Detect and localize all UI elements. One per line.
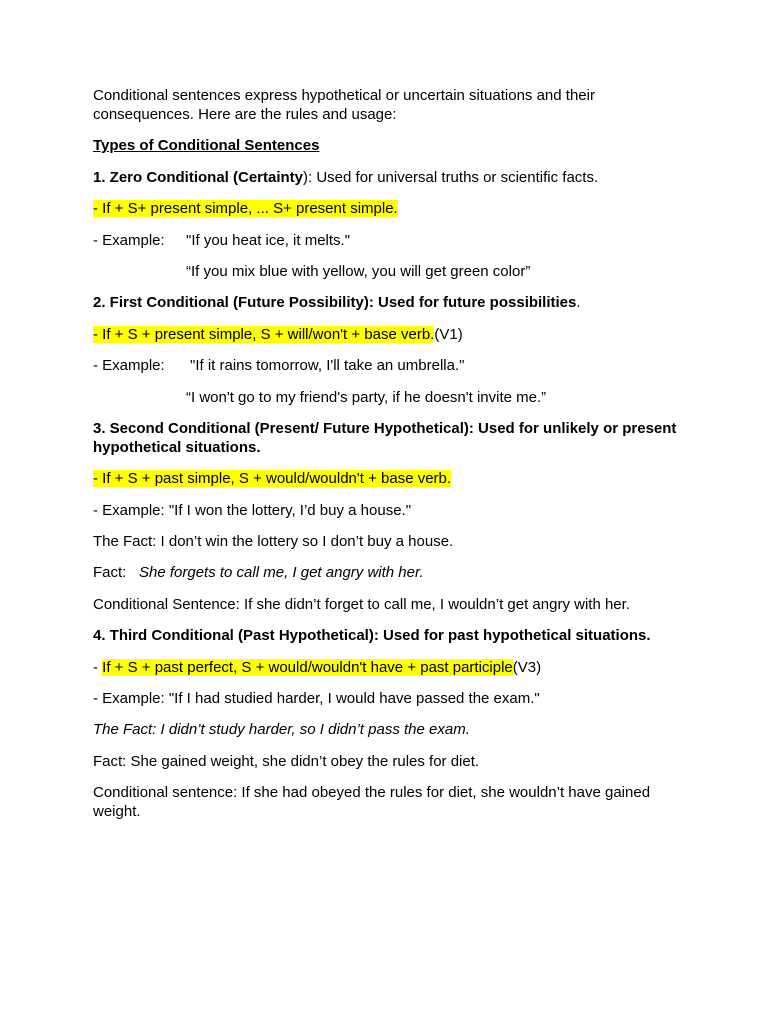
intro-paragraph: Conditional sentences express hypothetical or uncertain situations and their consequences. Here are the rules and usage: <box>93 87 595 123</box>
first-formula-suffix: (V1) <box>434 325 463 343</box>
zero-conditional-title <box>93 168 683 187</box>
third-formula-suffix: (V3) <box>512 658 542 676</box>
second-formula-highlight: - If + S + past simple, S + would/wouldn't + base verb. <box>93 470 452 488</box>
zero-title-bold: 1. Zero Conditional (Certainty <box>93 168 304 186</box>
first-conditional-title <box>93 293 683 312</box>
zero-example-line-1 <box>93 231 683 250</box>
first-example-line-1 <box>93 356 683 375</box>
second-conditional-formula <box>93 469 683 488</box>
first-conditional-formula <box>93 325 683 344</box>
second-conditional-sentence: Conditional Sentence: If she didn’t forget to call me, I wouldn’t get angry with her. <box>93 595 630 613</box>
zero-formula-highlight: - If + S+ present simple, ... S+ present simple. <box>93 200 398 218</box>
third-conditional-formula <box>93 658 683 677</box>
zero-conditional-formula <box>93 199 683 218</box>
second-example: - Example: "If I won the lottery, I’d buy a house." <box>93 501 412 519</box>
third-formula-dash: - <box>93 658 103 676</box>
first-example-label: - Example: <box>93 357 165 375</box>
second-fact-2-text: She forgets to call me, I get angry with her. <box>139 564 424 582</box>
third-conditional-sentence: Conditional sentence: If she had obeyed the rules for diet, she wouldn’t have gained weight. <box>93 784 651 821</box>
first-example-1: "If it rains tomorrow, I'll take an umbrella." <box>190 357 465 375</box>
first-formula-highlight: - If + S + present simple, S + will/won't + base verb. <box>93 325 435 343</box>
third-conditional-title: 4. Third Conditional (Past Hypothetical): Used for past hypothetical situations. <box>93 627 651 645</box>
section-heading: Types of Conditional Sentences <box>93 137 320 155</box>
second-conditional-title: 3. Second Conditional (Present/ Future Hypothetical): Used for unlikely or present hypothetical situations. <box>93 419 677 456</box>
document-page <box>93 86 683 834</box>
first-title-bold: 2. First Conditional (Future Possibility): Used for future possibilities <box>93 294 577 312</box>
third-fact-italic: The Fact: I didn’t study harder, so I didn’t pass the exam. <box>93 721 470 739</box>
zero-title-rest: ): Used for universal truths or scientific facts. <box>303 168 599 186</box>
zero-example-line-2: “If you mix blue with yellow, you will get green color” <box>186 262 531 280</box>
second-fact-1: The Fact: I don’t win the lottery so I don’t buy a house. <box>93 533 454 551</box>
first-example-line-2: “I won't go to my friend's party, if he doesn't invite me.” <box>186 388 547 406</box>
third-formula-highlight: If + S + past perfect, S + would/wouldn't have + past participle <box>102 658 513 676</box>
third-fact-2: Fact: She gained weight, she didn’t obey the rules for diet. <box>93 752 480 770</box>
first-title-rest: . <box>576 294 581 312</box>
third-example: - Example: "If I had studied harder, I would have passed the exam." <box>93 690 540 708</box>
second-fact-2 <box>93 563 683 582</box>
zero-example-1: "If you heat ice, it melts." <box>186 231 351 249</box>
second-fact-label: Fact: <box>93 564 127 582</box>
zero-example-label: - Example: <box>93 231 165 249</box>
